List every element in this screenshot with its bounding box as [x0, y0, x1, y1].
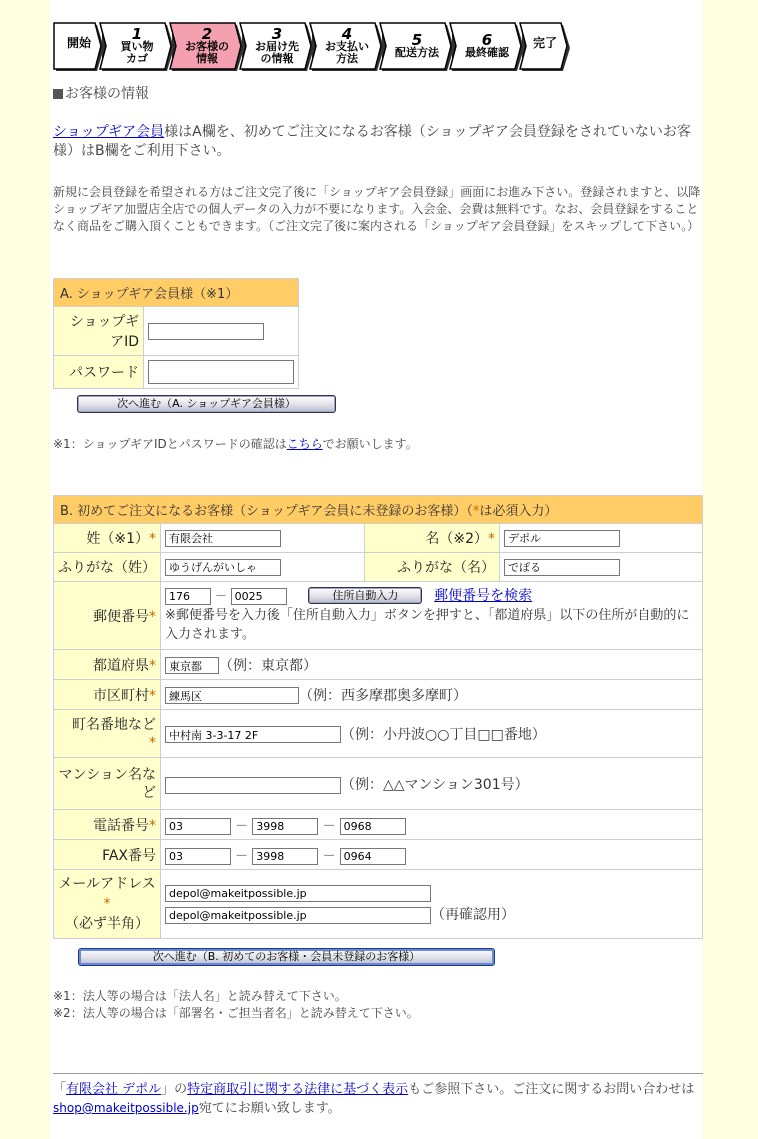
page-heading [53, 83, 149, 103]
tel-label-text: 電話番号 [93, 817, 149, 834]
pref-label-text: 都道府県 [93, 657, 149, 674]
section-a-title: A. ショップギア会員様（※1） [54, 279, 299, 307]
company-link[interactable]: 有限会社 デポル [66, 1082, 162, 1097]
note-2: ※2：法人等の場合は「部署名・ご担当者名」と読み替えて下さい。 [53, 1006, 419, 1020]
pref-label [54, 650, 161, 680]
street-input[interactable] [165, 726, 341, 743]
reconfirm-text: （再確認用） [431, 907, 515, 923]
confirm-here-link[interactable]: こちら [286, 437, 323, 451]
city-label [54, 680, 161, 710]
step-label: 買い物 カゴ [120, 39, 154, 65]
email-confirm-input[interactable] [165, 907, 431, 924]
sei-label-text: 姓（※1） [86, 531, 149, 547]
footer-text [53, 1081, 703, 1118]
address-autofill-button[interactable]: 住所自動入力 [308, 587, 422, 604]
step-7 [449, 22, 525, 70]
required-mark: * [149, 608, 156, 625]
email-label-note: （必ず半角） [65, 916, 149, 932]
footer-mid: もご参照下さい。ご注文に関するお問い合わせは [408, 1082, 695, 1097]
fax3-input[interactable] [340, 848, 406, 865]
section-b-title-tail: は必須入力） [479, 504, 558, 519]
tel-dash: － [322, 818, 336, 834]
furigana-sei-input[interactable] [165, 559, 281, 576]
square-bullet-icon [53, 89, 63, 99]
step-label: 開始 [66, 36, 91, 50]
step-label: お届け先 の情報 [255, 39, 299, 65]
register-note: 新規に会員登録を希望される方はご注文完了後に「ショップギア会員登録」画面にお進み下さい。登録されますと、以降ショップギア加盟店全店での個人データの入力が不要になります。入会金、会費は無料です。なお、会員登録をすることなく商品をご購入頂くこともできます。（ご注文完了後に案内される「ショップギア会員登録」をスキップして下さい。） [53, 185, 701, 233]
shop-email-link[interactable]: shop@makeitpossible.jp [53, 1101, 199, 1115]
mei-input[interactable] [504, 530, 620, 547]
member-login-table [53, 278, 299, 389]
fax1-input[interactable] [165, 848, 231, 865]
city-input[interactable] [165, 687, 299, 704]
zip-dash: － [214, 589, 227, 603]
step-5 [309, 22, 385, 70]
required-mark: * [149, 734, 156, 751]
tel-label [54, 810, 161, 840]
step-8 [519, 22, 571, 70]
page-heading-text: お客様の情報 [65, 86, 149, 102]
mei-label [365, 524, 500, 553]
footer-divider [53, 1073, 703, 1074]
zip-note: ※郵便番号を入力後「住所自動入力」ボタンを押すと、「都道府県」以下の住所が自動的に入力されます。 [165, 608, 690, 642]
mansion-example: （例：△△マンション301号） [341, 776, 529, 793]
city-example: （例：西多摩郡奥多摩町） [299, 687, 467, 704]
step-number: 2 [201, 24, 213, 43]
footer-tail: 宛てにお願い致します。 [198, 1101, 341, 1116]
email-input[interactable] [165, 885, 431, 902]
zip-cell [161, 582, 703, 650]
zip-search-link[interactable]: 郵便番号を検索 [434, 588, 533, 604]
tel1-input[interactable] [165, 818, 231, 835]
zip1-input[interactable] [165, 588, 211, 605]
fax-dash: － [235, 848, 249, 864]
step-number: 6 [481, 30, 493, 49]
pref-example: （例：東京都） [219, 657, 317, 674]
step-2 [99, 22, 175, 70]
zip2-input[interactable] [231, 588, 287, 605]
page-content [50, 0, 703, 1139]
required-mark: * [103, 896, 111, 912]
step-4 [239, 22, 315, 70]
note-a-suffix: でお願いします。 [322, 437, 418, 451]
password-label: パスワード [54, 356, 144, 389]
street-example: （例：小丹波○○丁目□□番地） [341, 726, 546, 743]
pref-input[interactable] [165, 657, 219, 674]
email-label-text: メールアドレス [58, 876, 156, 892]
footer-q2: 」の [161, 1082, 188, 1097]
sei-label [54, 524, 161, 553]
step-number: 3 [271, 24, 283, 43]
email-label [54, 870, 161, 939]
furigana-sei-label: ふりがな（姓） [54, 553, 161, 582]
street-label [54, 710, 161, 758]
step-6 [379, 22, 455, 70]
step-3 [169, 22, 245, 70]
intro-text [53, 123, 703, 161]
mansion-label: マンション名など [54, 758, 161, 810]
step-label: 最終確認 [465, 45, 509, 59]
tel-dash: － [235, 818, 249, 834]
street-label-text: 町名番地など [72, 716, 156, 733]
fax-label: FAX番号 [54, 840, 161, 870]
step-number: 5 [411, 30, 423, 49]
new-customer-table [53, 495, 703, 939]
intro-body: 様はA欄を、初めてご注文になるお客様（ショップギア会員登録をされていないお客様）はB欄をご利用下さい。 [53, 124, 691, 159]
password-input[interactable] [148, 360, 294, 384]
section-b-title [54, 496, 703, 524]
furigana-mei-input[interactable] [504, 559, 620, 576]
sei-input[interactable] [165, 530, 281, 547]
shopgear-id-input[interactable] [148, 323, 264, 340]
checkout-steps [53, 22, 573, 72]
shopgear-id-label: ショップギアID [54, 307, 144, 356]
step-1 [53, 22, 105, 70]
section-b-title-main: B. 初めてご注文になるお客様（ショップギア会員に未登録のお客様）（ [60, 504, 473, 519]
step-label: 配送方法 [395, 45, 439, 59]
shopgear-member-link[interactable]: ショップギア会員 [53, 124, 165, 140]
fax2-input[interactable] [252, 848, 318, 865]
next-a-button[interactable]: 次へ進む（A. ショップギア会員様） [77, 395, 336, 413]
step-label: お支払い 方法 [325, 39, 369, 65]
mansion-input[interactable] [165, 777, 341, 794]
required-mark: * [472, 504, 480, 519]
zip-label-text: 郵便番号 [93, 608, 149, 625]
law-link[interactable]: 特定商取引に関する法律に基づく表示 [187, 1082, 409, 1097]
required-mark: * [149, 531, 156, 547]
section-a-note [53, 436, 418, 453]
note-1: ※1：法人等の場合は「法人名」と読み替えて下さい。 [53, 989, 347, 1003]
required-mark: * [149, 657, 156, 674]
city-label-text: 市区町村 [93, 687, 149, 704]
step-label: 完了 [532, 36, 557, 50]
step-number: 1 [131, 24, 143, 43]
required-mark: * [149, 817, 156, 834]
mei-label-text: 名（※2） [425, 531, 488, 547]
step-label: お客様の 情報 [185, 39, 229, 65]
fax-dash: － [322, 848, 336, 864]
footer-q1: 「 [53, 1082, 67, 1097]
furigana-mei-label: ふりがな（名） [365, 553, 500, 582]
required-mark: * [488, 531, 495, 547]
zip-label [54, 582, 161, 650]
tel2-input[interactable] [252, 818, 318, 835]
step-number: 4 [341, 24, 353, 43]
next-b-button[interactable]: 次へ進む（B. 初めてのお客様・会員未登録のお客様） [78, 948, 495, 966]
required-mark: * [149, 687, 156, 704]
tel3-input[interactable] [340, 818, 406, 835]
note-a-prefix: ※1：ショップギアIDとパスワードの確認は [53, 437, 287, 451]
